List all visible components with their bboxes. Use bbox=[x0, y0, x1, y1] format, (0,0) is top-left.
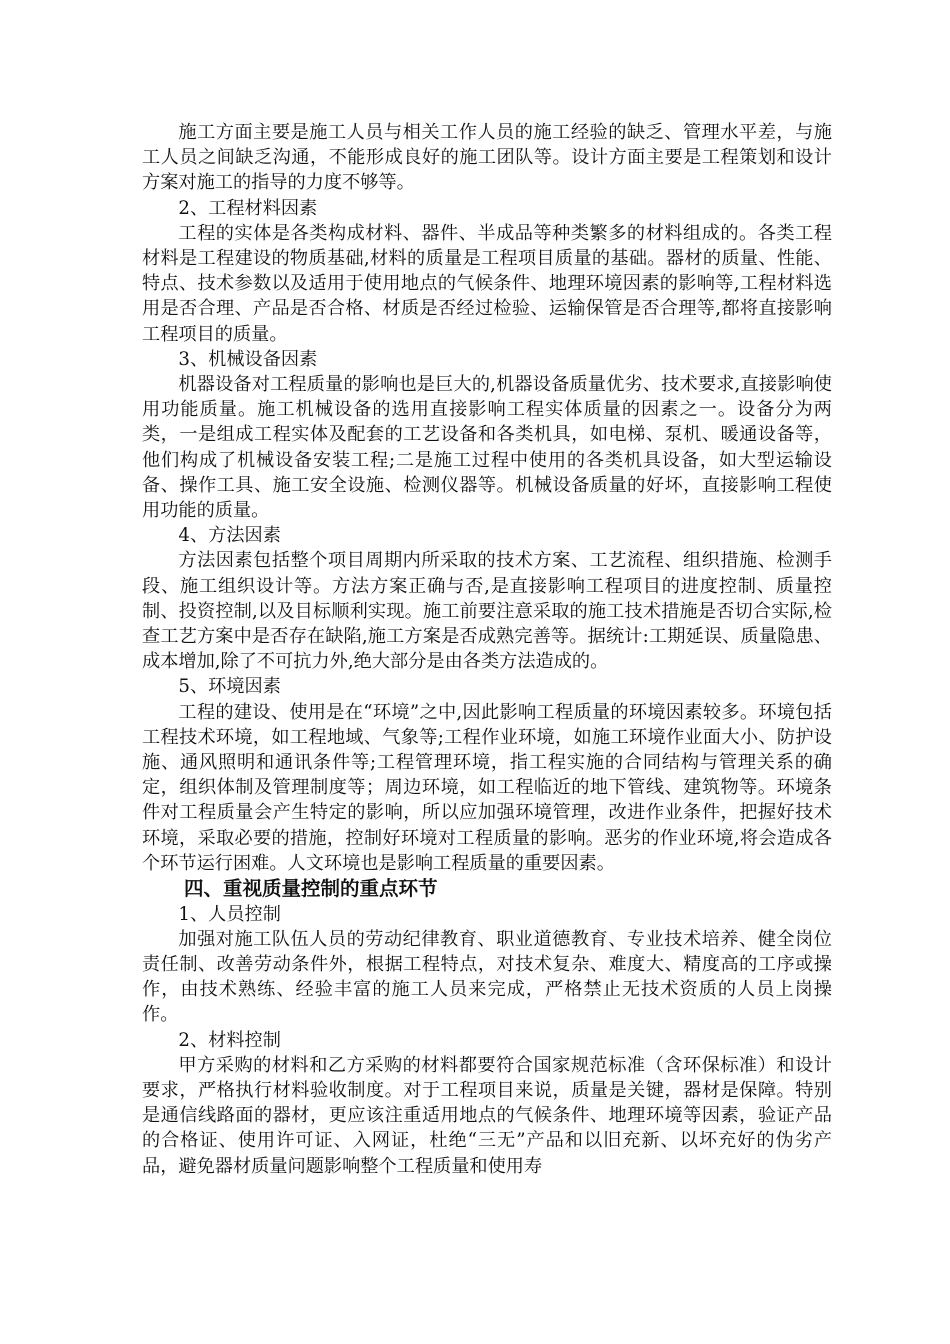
paragraph: 加强对施工队伍人员的劳动纪律教育、职业道德教育、专业技术培养、健全岗位责任制、改善劳动条件外，根据工程特点，对技术复杂、难度大、精度高的工序或操作，由技术熟练、经验丰富的施工人员来完成，严格禁止无技术资质的人员上岗操作。 bbox=[142, 928, 832, 1026]
paragraph: 工程的建设、使用是在“环境”之中,因此影响工程质量的环境因素较多。环境包括工程技术环境，如工程地域、气象等;工程作业环境，如施工环境作业面大小、防护设施、通风照明和通讯条件等;工程管理环境，指工程实施的合同结构与管理关系的确定，组织体制及管理制度等；周边环境，如工程临近的地下管线、建筑物等。环境条件对工程质量会产生特定的影响，所以应加强环境管理，改进作业条件，把握好技术环境，采取必要的措施，控制好环境对工程质量的影响。恶劣的作业环境,将会造成各个环节运行困难。人文环境也是影响工程质量的重要因素。 bbox=[142, 701, 832, 874]
subheading-material-control: 2、材料控制 bbox=[178, 1029, 281, 1051]
paragraph: 机器设备对工程质量的影响也是巨大的,机器设备质量优劣、技术要求,直接影响使用功能质量。施工机械设备的选用直接影响工程实体质量的因素之一。设备分为两类，一是组成工程实体及配套的工艺设备和各类机具，如电梯、泵机、暖通设备等，他们构成了机械设备安装工程;二是施工过程中使用的各类机具设备，如大型运输设备、操作工具、施工安全设施、检测仪器等。机械设备质量的好坏，直接影响工程使用功能的质量。 bbox=[142, 374, 832, 522]
subheading-methods: 4、方法因素 bbox=[178, 525, 281, 547]
document-page bbox=[142, 120, 832, 1179]
paragraph: 方法因素包括整个项目周期内所采取的技术方案、工艺流程、组织措施、检测手段、施工组织设计等。方法方案正确与否,是直接影响工程项目的进度控制、质量控制、投资控制,以及目标顺利实现。施工前要注意采取的施工技术措施是否切合实际,检查工艺方案中是否存在缺陷,施工方案是否成熟完善等。据统计:工期延误、质量隐患、成本增加,除了不可抗力外,绝大部分是由各类方法造成的。 bbox=[142, 550, 832, 673]
subheading-environment: 5、环境因素 bbox=[178, 676, 281, 698]
section-heading: 四、重视质量控制的重点环节 bbox=[184, 877, 438, 901]
paragraph: 施工方面主要是施工人员与相关工作人员的施工经验的缺乏、管理水平差，与施工人员之间缺乏沟通，不能形成良好的施工团队等。设计方面主要是工程策划和设计方案对施工的指导的力度不够等。 bbox=[142, 122, 832, 194]
subheading-machinery: 3、机械设备因素 bbox=[178, 348, 318, 370]
subheading-personnel: 1、人员控制 bbox=[178, 903, 281, 925]
paragraph: 工程的实体是各类构成材料、器件、半成品等种类繁多的材料组成的。各类工程材料是工程建设的物质基础,材料的质量是工程项目质量的基础。器材的质量、性能、特点、技术参数以及适用于使用地点的气候条件、地理环境因素的影响等,工程材料选用是否合理、产品是否合格、材质是否经过检验、运输保管是否合理等,都将直接影响工程项目的质量。 bbox=[142, 222, 832, 345]
paragraph: 甲方采购的材料和乙方采购的材料都要符合国家规范标准（含环保标准）和设计要求，严格执行材料验收制度。对于工程项目来说，质量是关键，器材是保障。特别是通信线路面的器材，更应该注重适用地点的气候条件、地理环境等因素，验证产品的合格证、使用许可证、入网证，杜绝“三无”产品和以旧充新、以坏充好的伪劣产品，避免器材质量问题影响整个工程质量和使用寿 bbox=[142, 1054, 832, 1177]
subheading-materials: 2、工程材料因素 bbox=[178, 197, 318, 219]
